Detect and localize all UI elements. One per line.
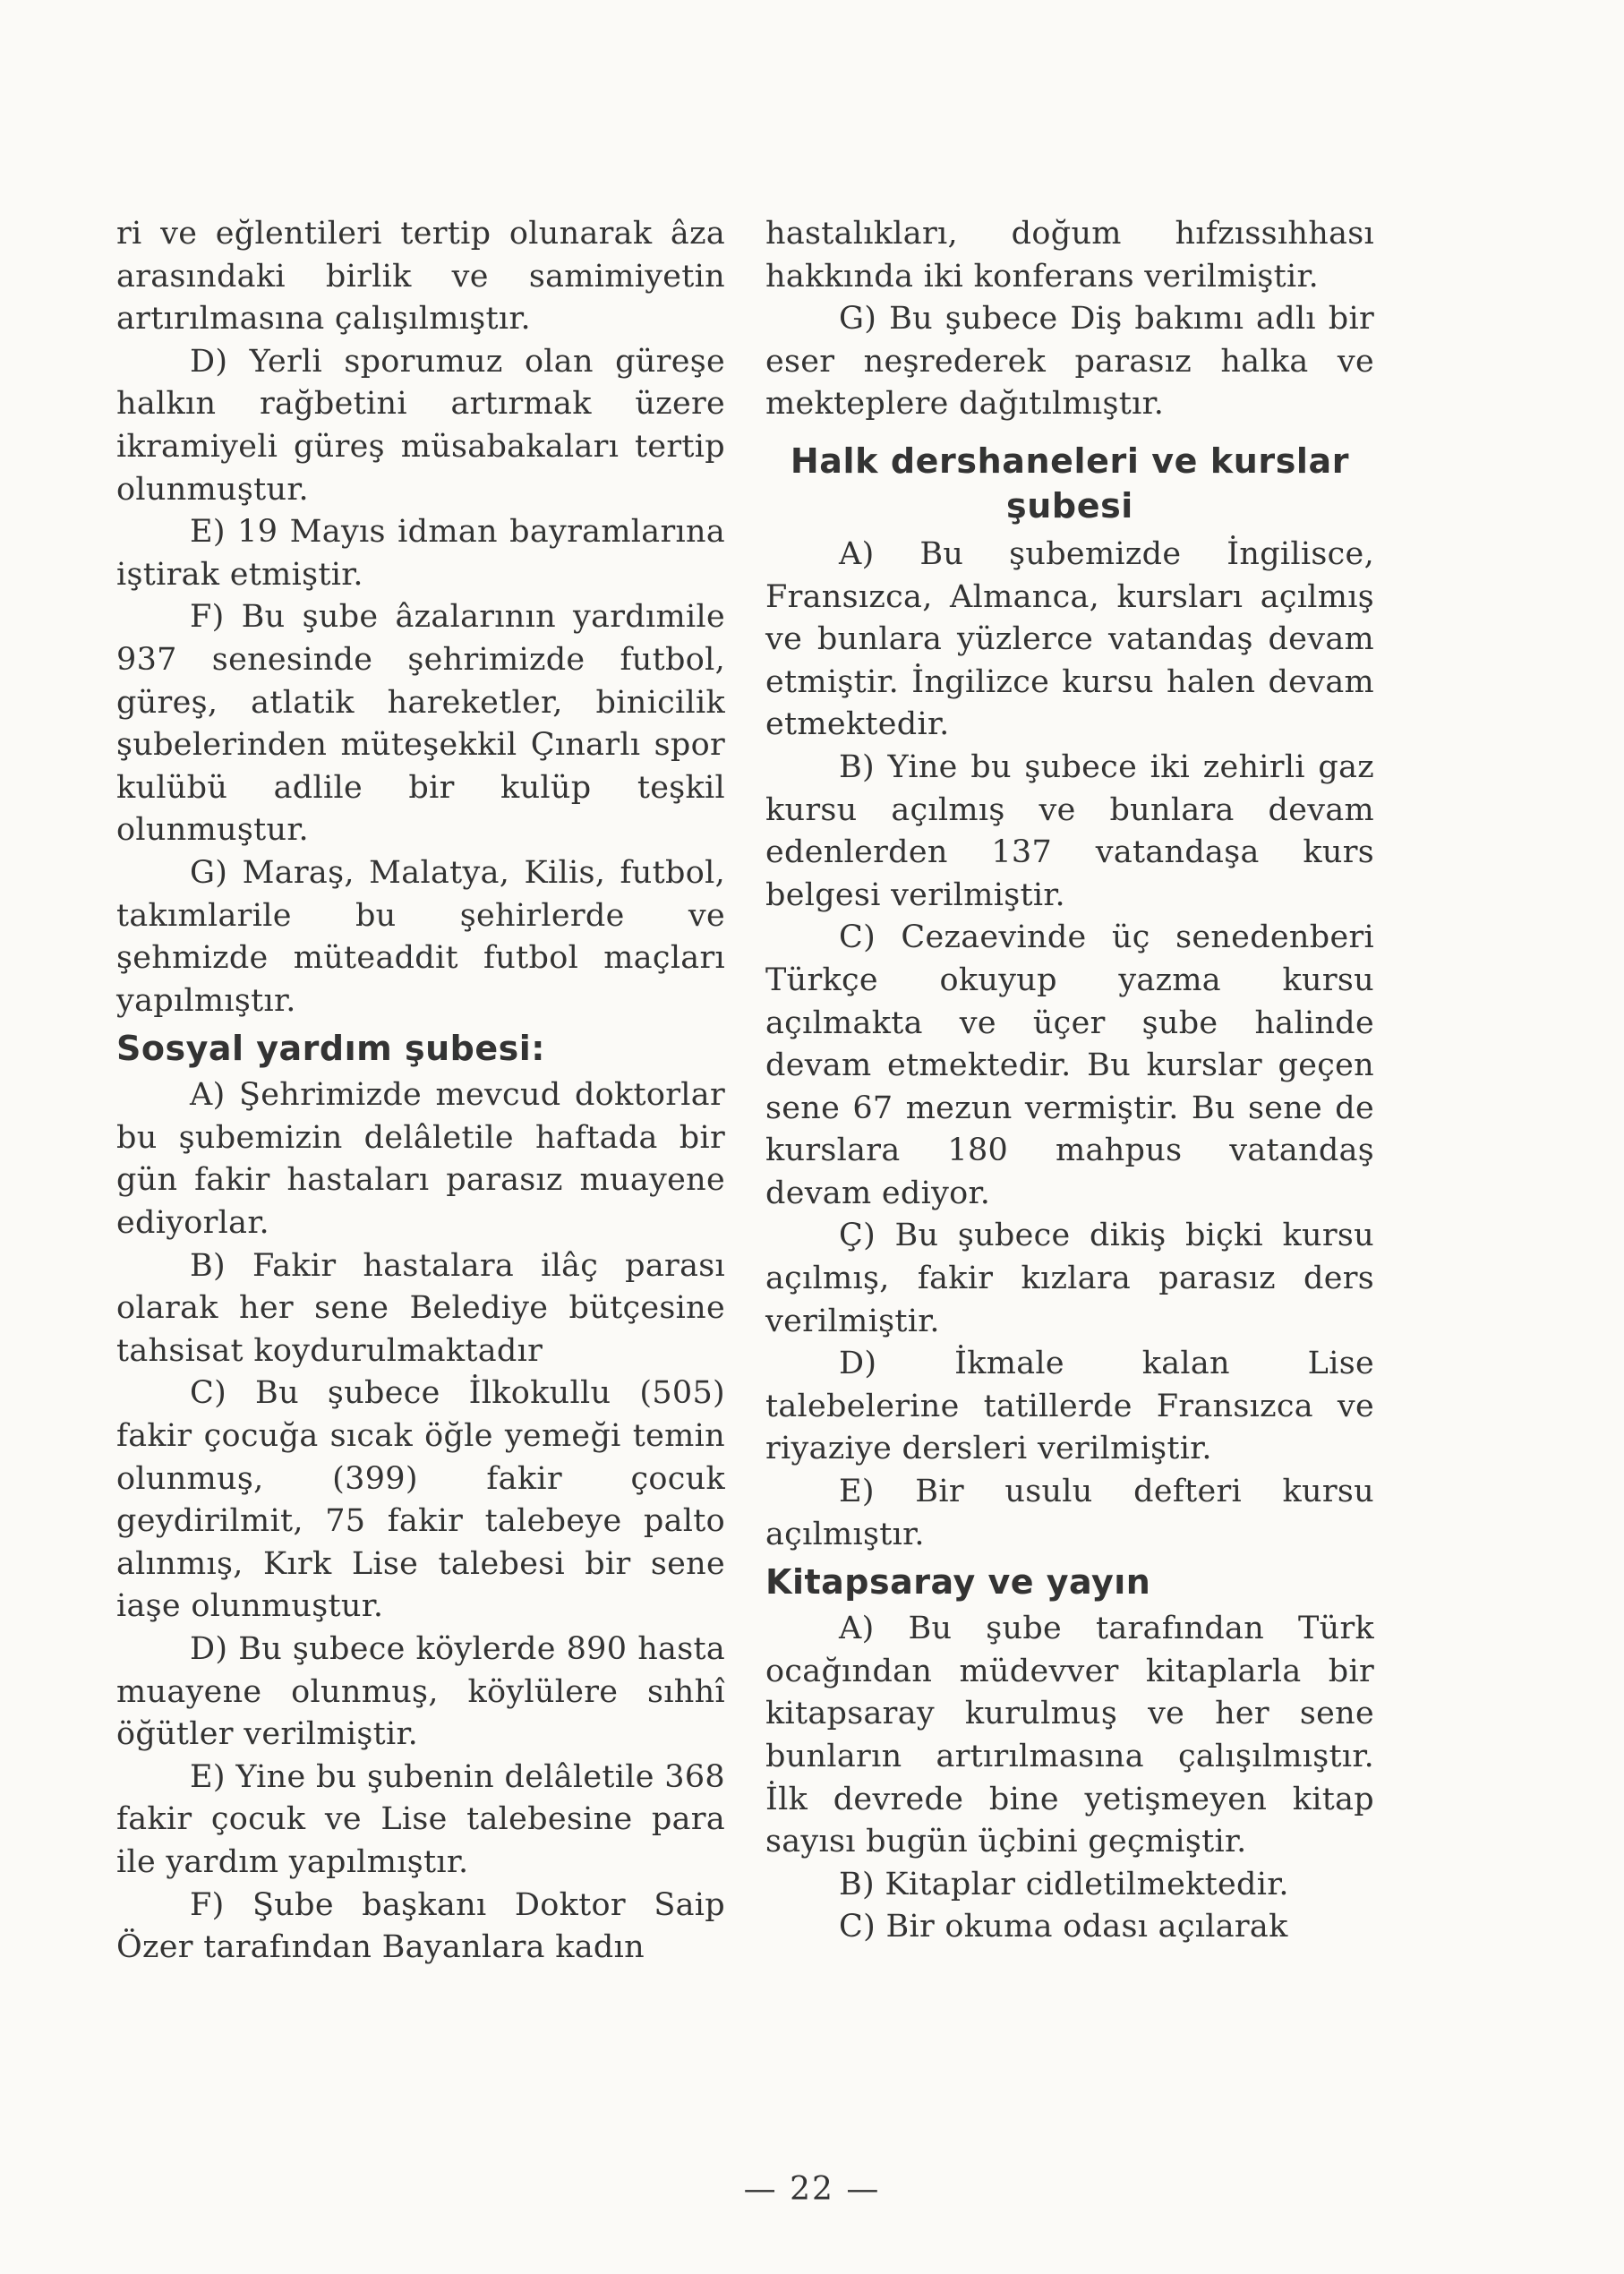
paragraph: G) Maraş, Malatya, Kilis, futbol, takımlarile bu şehirlerde ve şehmizde müteaddit futbol maçları yapılmıştır. bbox=[116, 854, 725, 1019]
section-heading-halk-dershaneleri: Halk dershaneleri ve kurslar şubesi bbox=[790, 440, 1350, 526]
paragraph: B) Yine bu şubece iki zehirli gaz kursu açılmış ve bunlara devam edenlerden 137 vatandaşa kurs belgesi verilmiştir. bbox=[765, 748, 1374, 913]
paragraph: Ç) Bu şubece dikiş biçki kursu açılmış, fakir kızlara parasız ders verilmiştir. bbox=[765, 1218, 1374, 1339]
paragraph: D) İkmale kalan Lise talebelerine tatillerde Fransızca ve riyaziye dersleri verilmiştir. bbox=[765, 1346, 1374, 1467]
paragraph: A) Bu şubemizde İngilisce, Fransızca, Almanca, kursları açılmış ve bunlara yüzlerce vatandaş devam etmiştir. İngilizce kursu halen devam etmektedir. bbox=[765, 535, 1374, 743]
paragraph: E) Bir usulu defteri kursu açılmıştır. bbox=[765, 1474, 1374, 1552]
paragraph: A) Şehrimizde mevcud doktorlar bu şubemizin delâletile haftada bir gün fakir hastaları parasız muayene ediyorlar. bbox=[116, 1077, 725, 1242]
paragraph: hastalıkları, doğum hıfzıssıhhası hakkında iki konferans verilmiştir. bbox=[765, 216, 1374, 295]
paragraph: E) Yine bu şubenin delâletile 368 fakir çocuk ve Lise talebesine para ile yardım yapılmıştır. bbox=[116, 1758, 725, 1880]
paragraph: F) Bu şube âzalarının yardımile 937 senesinde şehrimizde futbol, güreş, atlatik hareketler, binicilik şubelerinden müteşekkil Çınarlı spor kulübü adlile bir kulüp teşkil olunmuştur. bbox=[116, 599, 725, 849]
paragraph: D) Bu şubece köylerde 890 hasta muayene olunmuş, köylülere sıhhî öğütler verilmiştir. bbox=[116, 1631, 725, 1753]
page-number: — 22 — bbox=[743, 2171, 881, 2208]
paragraph: E) 19 Mayıs idman bayramlarına iştirak etmiştir. bbox=[116, 514, 725, 593]
paragraph: A) Bu şube tarafından Türk ocağından müdevver kitaplarla bir kitapsaray kurulmuş ve her sene bunların artırılmasına çalışılmıştır. İlk devrede bine yetişmeyen kitap sayısı bugün üçbini geçmiştir. bbox=[765, 1611, 1374, 1860]
right-column bbox=[765, 213, 1374, 1949]
paragraph: F) Şube başkanı Doktor Saip Özer tarafından Bayanlara kadın bbox=[116, 1886, 725, 1966]
paragraph: C) Bu şubece İlkokullu (505) fakir çocuğa sıcak öğle yemeği temin olunmuş, (399) fakir çocuk geydirilmit, 75 fakir talebeye palto alınmış, Kırk Lise talebesi bir sene iaşe olunmuştur. bbox=[116, 1375, 725, 1625]
paragraph: ri ve eğlentileri tertip olunarak âza arasındaki birlik ve samimiyetin artırılmasına çalışılmıştır. bbox=[116, 216, 725, 338]
paragraph: B) Kitaplar cidletilmektedir. bbox=[839, 1866, 1289, 1902]
paragraph: C) Cezaevinde üç senedenberi Türkçe okuyup yazma kursu açılmakta ve üçer şube halinde devam etmektedir. Bu kurslar geçen sene 67 mezun vermiştir. Bu sene de kurslara 180 mahpus vatandaş devam ediyor. bbox=[765, 919, 1374, 1211]
left-column bbox=[116, 213, 725, 1970]
paragraph: G) Bu şubece Diş bakımı adlı bir eser neşrederek parasız halka ve mekteplere dağıtılmıştır. bbox=[765, 301, 1374, 423]
paragraph: D) Yerli sporumuz olan güreşe halkın rağbetini artırmak üzere ikramiyeli güreş müsabakaları tertip olunmuştur. bbox=[116, 343, 725, 508]
paragraph: B) Fakir hastalara ilâç parası olarak her sene Belediye bütçesine tahsisat koydurulmaktadır bbox=[116, 1247, 725, 1369]
paragraph: C) Bir okuma odası açılarak bbox=[839, 1909, 1288, 1945]
section-heading-kitapsaray: Kitapsaray ve yayın bbox=[765, 1562, 1151, 1603]
section-heading-sosyal-yardim: Sosyal yardım şubesi: bbox=[116, 1029, 545, 1069]
